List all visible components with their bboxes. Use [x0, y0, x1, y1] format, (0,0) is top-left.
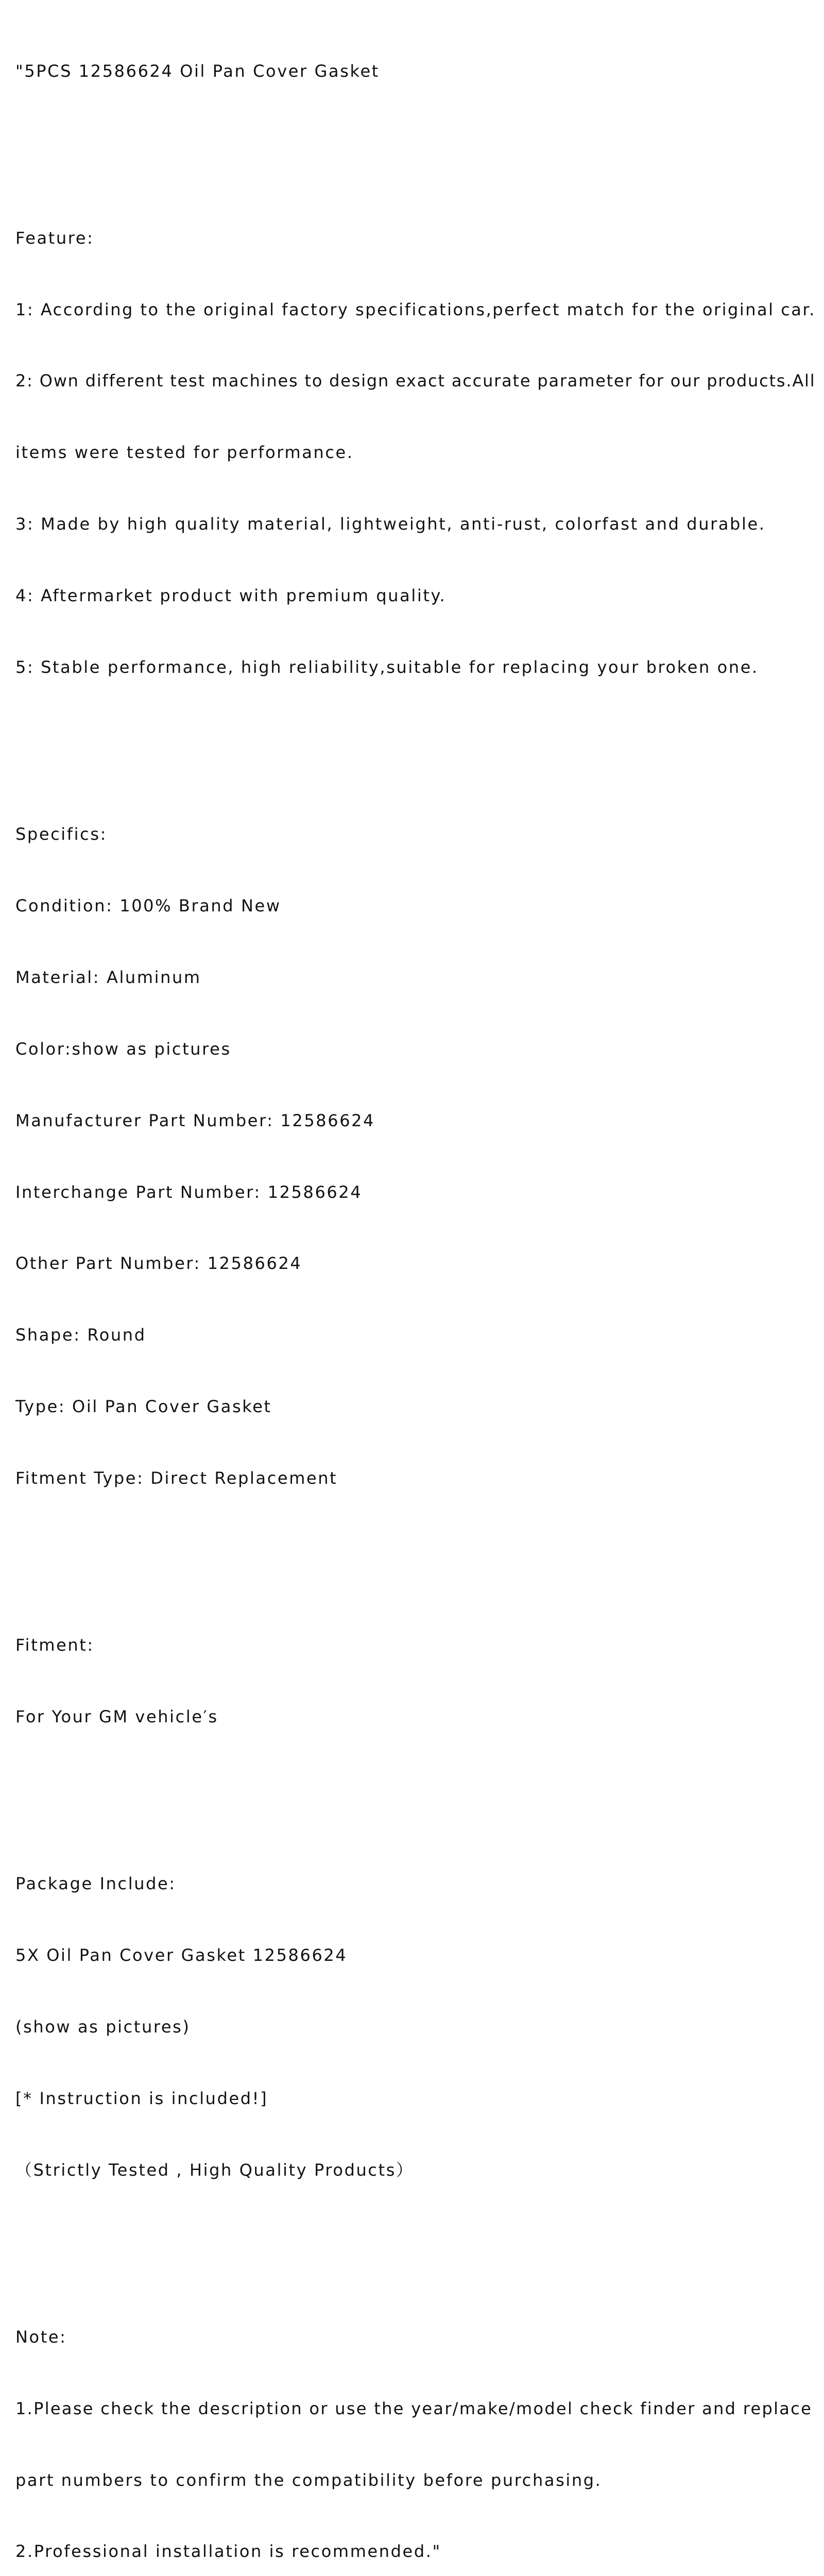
note-item-1-continued: part numbers to confirm the compatibility before purchasing. — [15, 2470, 602, 2490]
note-item-2: 2.Professional installation is recommended." — [15, 2541, 441, 2562]
package-item-3: [* Instruction is included!] — [15, 2088, 268, 2108]
spec-shape: Shape: Round — [15, 1325, 146, 1345]
spec-interchange-part-number: Interchange Part Number: 12586624 — [15, 1182, 363, 1202]
feature-item-2: 2: Own different test machines to design exact accurate parameter for our products.All — [15, 371, 816, 391]
feature-item-1: 1: According to the original factory specifications,perfect match for the original car. — [15, 299, 816, 319]
spec-manufacturer-part-number: Manufacturer Part Number: 12586624 — [15, 1110, 375, 1130]
spec-type: Type: Oil Pan Cover Gasket — [15, 1397, 272, 1417]
feature-item-3: 3: Made by high quality material, lightweight, anti-rust, colorfast and durable. — [15, 514, 766, 534]
fitment-heading: Fitment: — [15, 1635, 94, 1655]
feature-heading: Feature: — [15, 228, 94, 248]
blank-line — [15, 2230, 819, 2253]
spec-other-part-number: Other Part Number: 12586624 — [15, 1253, 302, 1274]
specifics-heading: Specifics: — [15, 824, 107, 844]
feature-item-2-continued: items were tested for performance. — [15, 443, 354, 463]
feature-item-5: 5: Stable performance, high reliability,suitable for replacing your broken one. — [15, 657, 759, 677]
blank-line — [15, 1538, 819, 1562]
note-heading: Note: — [15, 2327, 67, 2347]
spec-color: Color:show as pictures — [15, 1039, 231, 1059]
spec-material: Material: Aluminum — [15, 967, 201, 987]
fitment-text: For Your GM vehicle′s — [15, 1707, 218, 1727]
package-item-4: （Strictly Tested , High Quality Products） — [15, 2160, 414, 2180]
spec-condition: Condition: 100% Brand New — [15, 895, 281, 916]
package-heading: Package Include: — [15, 1874, 176, 1894]
feature-item-4: 4: Aftermarket product with premium quality. — [15, 586, 447, 606]
spec-fitment-type: Fitment Type: Direct Replacement — [15, 1468, 338, 1488]
blank-line — [15, 130, 819, 154]
package-item-1: 5X Oil Pan Cover Gasket 12586624 — [15, 1945, 348, 1965]
package-item-2: (show as pictures) — [15, 2016, 191, 2037]
blank-line — [15, 1776, 819, 1800]
product-title: "5PCS 12586624 Oil Pan Cover Gasket — [15, 61, 380, 81]
note-item-1: 1.Please check the description or use the year/make/model check finder and replace — [15, 2398, 813, 2418]
blank-line — [15, 727, 819, 751]
product-description — [15, 11, 819, 2576]
